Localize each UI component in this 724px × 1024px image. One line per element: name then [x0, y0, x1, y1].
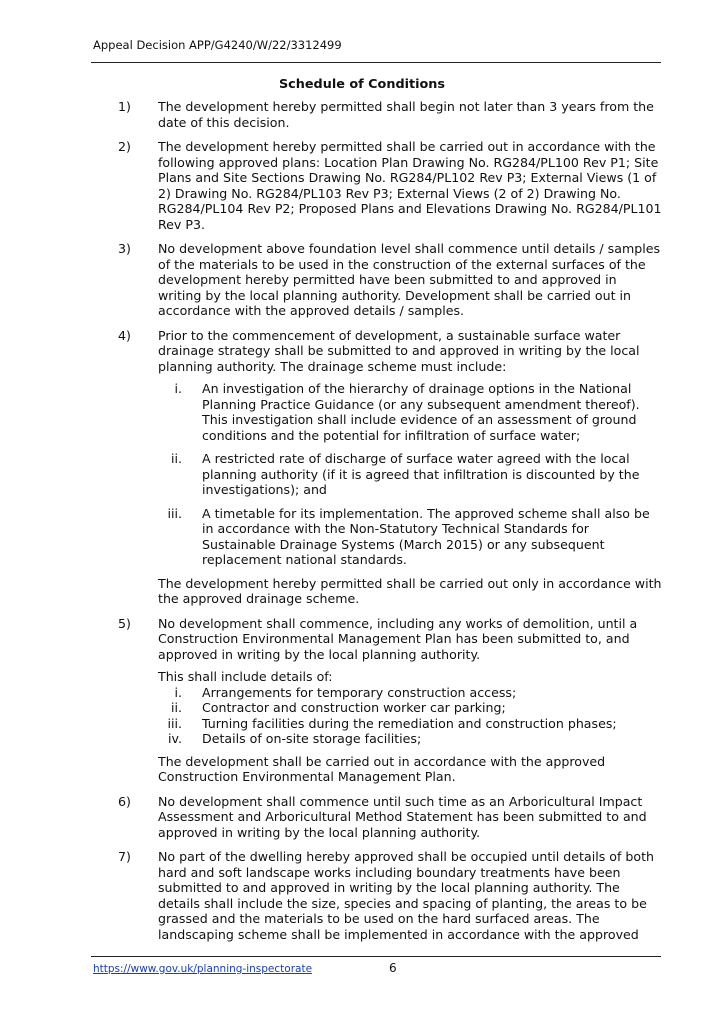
page-title: Schedule of Conditions — [278, 77, 446, 92]
condition-2 — [118, 139, 663, 232]
list-item — [158, 506, 663, 568]
list-item-text: A timetable for its implementation. The approved scheme shall also be in accordance with the Non-Statutory Technical Standards for Sustainable Drainage Systems (March 2015) or any subsequent replacement national standards. — [202, 505, 650, 567]
condition-1 — [118, 99, 663, 130]
list-item-number: iii. — [167, 715, 182, 731]
list-item — [158, 685, 663, 701]
list-item — [158, 381, 663, 443]
drainage-requirements-list — [158, 381, 663, 568]
condition-number: 6) — [118, 793, 131, 809]
list-item-text: Turning facilities during the remediation and construction phases; — [202, 715, 617, 731]
page-header: Appeal Decision APP/G4240/W/22/3312499 — [93, 38, 342, 52]
list-item-text: A restricted rate of discharge of surface water agreed with the local planning authority (if it is agreed that infiltration is discounted by the investigations); and — [202, 451, 640, 497]
condition-5 — [118, 616, 663, 785]
list-item-number: ii. — [170, 451, 182, 466]
list-item-number: ii. — [170, 700, 182, 715]
list-item-text: Contractor and construction worker car parking; — [202, 700, 506, 715]
condition-text: The development hereby permitted shall be carried out in accordance with the following approved plans: Location Plan Drawing No. RG284/PL100 Rev P1; Site Plans and Site Sections Drawing No. RG284/PL102 Rev P3; External Views (1 of 2) Drawing No. RG284/PL103 Rev P3; External Views (2 of 2) Drawing No. RG284/PL104 Rev P2; Proposed Plans and Elevations Drawing No. RG284/PL101 Rev P3. — [158, 139, 662, 232]
condition-text: No development above foundation level shall commence until details / samples of the materials to be used in the construction of the external surfaces of the development hereby permitted have been submitted to and approved in writing by the local planning authority. Development shall be carried out in accordance with the approved details / samples. — [158, 241, 661, 318]
condition-text: No development shall commence until such time as an Arboricultural Impact Assessment and Arboricultural Method Statement has been submitted to and approved in writing by the local planning authority. — [158, 793, 647, 840]
condition-text: No development shall commence, including any works of demolition, until a Construction Environmental Management Plan has been submitted to, and approved in writing by the local planning authority. — [158, 615, 638, 662]
condition-closing-text: The development shall be carried out in accordance with the approved Construction Environmental Management Plan. — [158, 753, 606, 784]
header-divider — [91, 62, 661, 63]
list-item-number: i. — [174, 381, 182, 396]
cemp-details-list — [158, 685, 663, 747]
list-item-text: Details of on-site storage facilities; — [202, 731, 422, 746]
planning-inspectorate-link[interactable]: https://www.gov.uk/planning-inspectorate — [93, 963, 313, 975]
condition-number: 7) — [118, 849, 131, 864]
condition-number: 4) — [118, 327, 131, 343]
condition-7 — [118, 849, 663, 942]
list-item-number: iv. — [168, 731, 182, 746]
condition-6 — [118, 794, 663, 841]
condition-3 — [118, 241, 663, 319]
conditions-list — [118, 99, 663, 951]
condition-intro-text: This shall include details of: — [158, 669, 333, 684]
condition-number: 3) — [118, 241, 131, 256]
condition-text: Prior to the commencement of development, a sustainable surface water drainage strategy shall be submitted to and approved in writing by the local planning authority. The drainage scheme must include: — [158, 327, 640, 374]
condition-text: No part of the dwelling hereby approved shall be occupied until details of both hard and soft landscape works including boundary treatments have been submitted to and approved in writing by the local planning authority. The details shall include the size, species and spacing of planting, the areas to be grassed and the materials to be used on the hard surfaced areas. The landscaping scheme shall be implemented in accordance with the approved — [158, 849, 655, 942]
list-item — [158, 451, 663, 498]
page-number: 6 — [389, 961, 397, 975]
condition-number: 2) — [118, 139, 131, 154]
footer-divider — [91, 956, 661, 957]
list-item — [158, 700, 663, 716]
condition-closing-text: The development hereby permitted shall be carried out only in accordance with the approved drainage scheme. — [158, 575, 662, 606]
condition-number: 5) — [118, 615, 131, 631]
list-item-number: iii. — [167, 505, 182, 521]
condition-text: The development hereby permitted shall begin not later than 3 years from the date of this decision. — [158, 99, 654, 130]
condition-number: 1) — [118, 99, 131, 114]
list-item-text: Arrangements for temporary construction access; — [202, 684, 517, 700]
list-item — [158, 716, 663, 732]
list-item-number: i. — [174, 684, 182, 700]
condition-4 — [118, 328, 663, 607]
list-item-text: An investigation of the hierarchy of drainage options in the National Planning Practice Guidance (or any subsequent amendment thereof). This investigation shall include evidence of an assessment of ground conditions and the potential for infiltration of surface water; — [202, 381, 640, 443]
list-item — [158, 731, 663, 747]
